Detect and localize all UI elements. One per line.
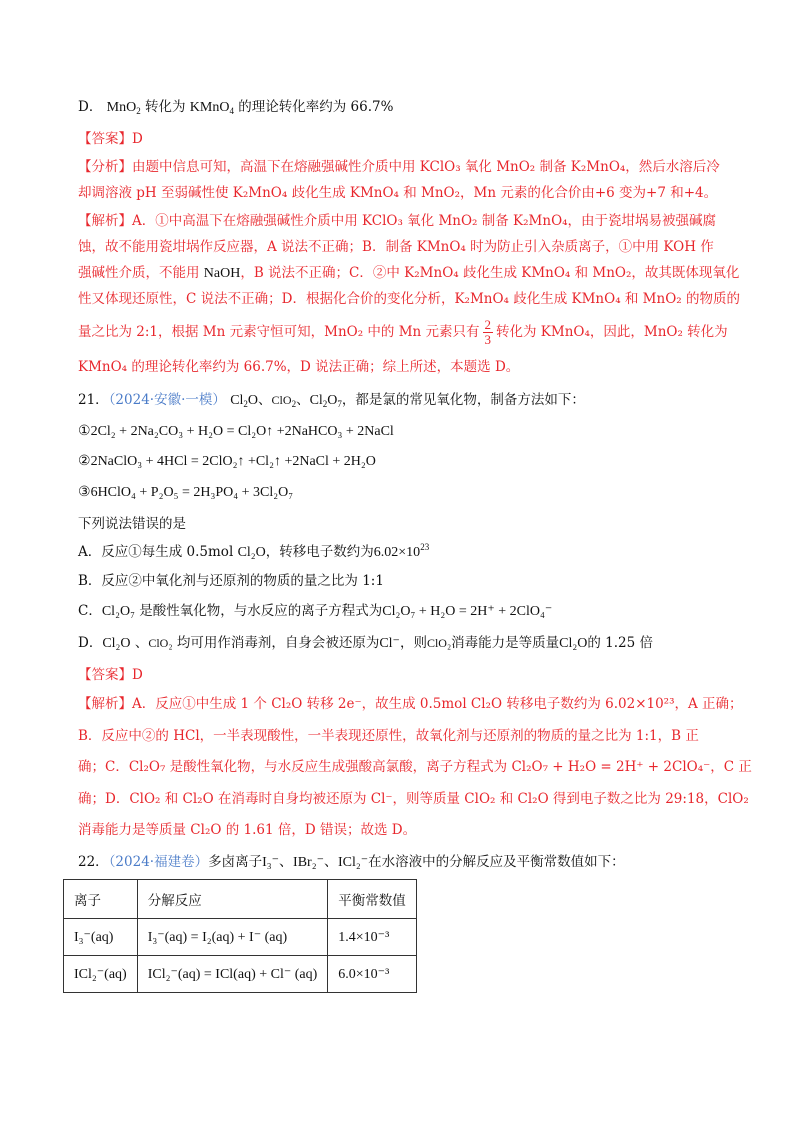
q21-prompt: 下列说法错误的是	[78, 516, 186, 532]
q20-explain-line-2: 蚀，故不能用瓷坩埚作反应器，A 说法不正确；B．制备 KMnO₄ 时为防止引入杂质离子，①中用 KOH 作	[78, 239, 714, 255]
table-row	[64, 919, 417, 956]
table-row	[64, 956, 417, 993]
q20-analysis-line-2: 却调溶液 pH 至弱碱性使 K₂MnO₄ 歧化生成 KMnO₄ 和 MnO₂，Mn 元素的化合价由+6 变为+7 和+4。	[78, 185, 718, 201]
q21-explain-line-1: 【解析】A．反应①中生成 1 个 Cl₂O 转移 2e⁻，故生成 0.5mol Cl₂O 转移电子数约为 6.02×10²³，A 正确；	[78, 696, 743, 712]
q21-explain-line-4: 确；D．ClO₂ 和 Cl₂O 在消毒时自身均被还原为 Cl⁻，则等质量 ClO₂ 和 Cl₂O 得到电子数之比为 29:18，ClO₂	[78, 791, 749, 807]
table-cell: ICl₂⁻(aq)	[64, 956, 138, 993]
q20-explain-line-1: 【解析】A．①中高温下在熔融强碱性介质中用 KClO₃ 氧化 MnO₂ 制备 K₂MnO₄，由于瓷坩埚易被强碱腐	[78, 213, 717, 229]
q21-option-c: C．Cl₂O₇ 是酸性氧化物，与水反应的离子方程式为Cl₂O₇ + H₂O = 2H⁺ + 2ClO₄⁻	[78, 603, 553, 619]
q20-analysis-line-1: 【分析】由题中信息可知，高温下在熔融强碱性介质中用 KClO₃ 氧化 MnO₂ 制备 K₂MnO₄，然后水溶后冷	[78, 159, 720, 175]
q21-source: （2024·安徽·一模）	[108, 392, 226, 408]
q20-explain-line-5: 量之比为 2:1，根据 Mn 元素守恒可知，MnO₂ 中的 Mn 元素只有 $\frac{2}{3}$ 转化为 KMnO₄，因此，MnO₂ 转化为	[78, 317, 728, 347]
q21-equation-3: ③6HClO₄ + P₂O₅ = 2H₃PO₄ + 3Cl₂O₇	[78, 485, 294, 500]
q20-option-d: D． MnO$_2$ 转化为 KMnO$_4$ 的理论转化率约为 66.7%	[78, 99, 394, 116]
table-cell: I₃⁻(aq)	[64, 919, 138, 956]
q20-answer: 【答案】D	[78, 131, 143, 147]
q21-answer: 【答案】D	[78, 667, 143, 683]
q22-source: （2024·福建卷）	[108, 854, 209, 870]
q20-explain-line-6: KMnO₄ 的理论转化率约为 66.7%，D 说法正确；综上所述，本题选 D。	[78, 359, 520, 375]
q21-explain-line-2: B．反应中②的 HCl，一半表现酸性，一半表现还原性，故氧化剂与还原剂的物质的量之比为 1:1，B 正	[78, 728, 699, 744]
q21-option-d: D．Cl₂O 、ClO₂ 均可用作消毒剂，自身会被还原为Cl⁻，则ClO₂消毒能力是等质量Cl₂O的 1.25 倍	[78, 635, 654, 651]
q21-option-a: A．反应①每生成 0.5mol Cl₂O，转移电子数约为$6.02\times 10^{23}$	[78, 542, 430, 560]
q21-equation-1: ①2Cl₂ + 2Na₂CO₃ + H₂O = Cl₂O↑ +2NaHCO₃ + 2NaCl	[78, 424, 394, 439]
table-cell: ICl₂⁻(aq) = ICl(aq) + Cl⁻ (aq)	[137, 956, 328, 993]
q20-explain-line-3: 强碱性介质，不能用 NaOH，B 说法不正确；C．②中 K₂MnO₄ 歧化生成 KMnO₄ 和 MnO₂，故其既体现氧化	[78, 265, 740, 281]
q21-explain-line-3: 确；C．Cl₂O₇ 是酸性氧化物，与水反应生成强酸高氯酸，离子方程式为 Cl₂O₇ + H₂O = 2H⁺ + 2ClO₄⁻，C 正	[78, 759, 752, 775]
q21-stem: 21．（2024·安徽·一模） $Cl_2O$、ClO$_2$、$Cl_2O_7$，都是氯的常见氧化物，制备方法如下：	[78, 392, 585, 409]
table-cell: 1.4×10⁻³	[328, 919, 417, 956]
table-cell: I₃⁻(aq) = I₂(aq) + I⁻ (aq)	[137, 919, 328, 956]
fraction-two-thirds: $\frac{2}{3}$	[484, 317, 492, 347]
q21-explain-line-5: 消毒能力是等质量 Cl₂O 的 1.61 倍，D 错误；故选 D。	[78, 822, 417, 838]
table-header-cell: 平衡常数值	[328, 880, 417, 919]
table-cell: 6.0×10⁻³	[328, 956, 417, 993]
table-header-cell: 离子	[64, 880, 138, 919]
table-header-row	[64, 880, 417, 919]
table-header-cell: 分解反应	[137, 880, 328, 919]
decomposition-table	[63, 879, 417, 993]
q21-option-b: B．反应②中氧化剂与还原剂的物质的量之比为 1:1	[78, 573, 384, 589]
q22-stem: 22．（2024·福建卷）多卤离子I₃⁻、IBr₂⁻、ICl₂⁻在水溶液中的分解反应及平衡常数值如下：	[78, 854, 625, 870]
q20-explain-line-4: 性又体现还原性，C 说法不正确；D．根据化合价的变化分析，K₂MnO₄ 歧化生成 KMnO₄ 和 MnO₂ 的物质的	[78, 291, 740, 307]
q21-equation-2: ②2NaClO₃ + 4HCl = 2ClO₂↑ +Cl₂↑ +2NaCl + 2H₂O	[78, 454, 376, 469]
